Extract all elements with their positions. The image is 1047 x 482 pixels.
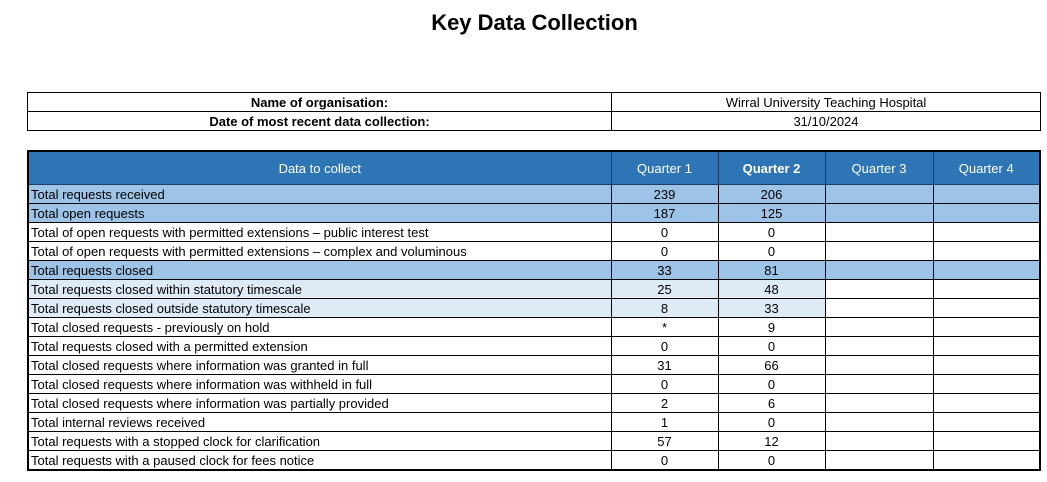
quarter-4-value — [933, 394, 1040, 413]
quarter-1-value: * — [611, 318, 718, 337]
quarter-4-value — [933, 318, 1040, 337]
quarter-1-value: 239 — [611, 185, 718, 204]
organisation-name-row — [28, 93, 1041, 112]
table-header-row — [28, 151, 1040, 185]
row-label: Total closed requests where information was withheld in full — [28, 375, 611, 394]
quarter-1-value: 0 — [611, 375, 718, 394]
quarter-3-value — [825, 413, 933, 432]
quarter-2-value: 206 — [718, 185, 825, 204]
quarter-2-value: 33 — [718, 299, 825, 318]
row-label: Total closed requests where information was partially provided — [28, 394, 611, 413]
quarter-3-value — [825, 375, 933, 394]
quarter-2-value: 0 — [718, 413, 825, 432]
quarter-2-value: 66 — [718, 356, 825, 375]
quarter-3-value — [825, 337, 933, 356]
table-row — [28, 185, 1040, 204]
row-label: Total closed requests - previously on hold — [28, 318, 611, 337]
table-row — [28, 394, 1040, 413]
table-row — [28, 451, 1040, 471]
row-label: Total closed requests where information was granted in full — [28, 356, 611, 375]
row-label: Total requests closed with a permitted extension — [28, 337, 611, 356]
row-label: Total requests with a paused clock for fees notice — [28, 451, 611, 471]
quarter-3-value — [825, 261, 933, 280]
table-row — [28, 318, 1040, 337]
quarter-4-value — [933, 299, 1040, 318]
row-label: Total of open requests with permitted extensions – public interest test — [28, 223, 611, 242]
quarter-4-value — [933, 185, 1040, 204]
table-row — [28, 204, 1040, 223]
header-quarter-1: Quarter 1 — [611, 151, 718, 185]
table-row — [28, 375, 1040, 394]
header-quarter-2: Quarter 2 — [718, 151, 825, 185]
table-row — [28, 356, 1040, 375]
organisation-name-label: Name of organisation: — [28, 93, 612, 112]
quarter-2-value: 6 — [718, 394, 825, 413]
table-row — [28, 223, 1040, 242]
quarter-3-value — [825, 356, 933, 375]
table-row — [28, 261, 1040, 280]
quarter-4-value — [933, 451, 1040, 471]
quarter-1-value: 0 — [611, 242, 718, 261]
row-label: Total requests received — [28, 185, 611, 204]
row-label: Total internal reviews received — [28, 413, 611, 432]
quarter-4-value — [933, 261, 1040, 280]
quarter-4-value — [933, 223, 1040, 242]
quarter-3-value — [825, 318, 933, 337]
quarter-2-value: 0 — [718, 223, 825, 242]
header-data-to-collect: Data to collect — [28, 151, 611, 185]
quarter-3-value — [825, 394, 933, 413]
quarter-4-value — [933, 356, 1040, 375]
table-row — [28, 432, 1040, 451]
key-data-table — [27, 150, 1041, 471]
quarter-2-value: 48 — [718, 280, 825, 299]
quarter-1-value: 0 — [611, 337, 718, 356]
quarter-1-value: 25 — [611, 280, 718, 299]
row-label: Total requests closed outside statutory timescale — [28, 299, 611, 318]
table-row — [28, 280, 1040, 299]
quarter-2-value: 0 — [718, 451, 825, 471]
organisation-name-value: Wirral University Teaching Hospital — [612, 93, 1041, 112]
row-label: Total open requests — [28, 204, 611, 223]
quarter-3-value — [825, 223, 933, 242]
quarter-1-value: 0 — [611, 223, 718, 242]
quarter-4-value — [933, 375, 1040, 394]
header-quarter-3: Quarter 3 — [825, 151, 933, 185]
collection-date-value: 31/10/2024 — [612, 112, 1041, 131]
quarter-1-value: 57 — [611, 432, 718, 451]
quarter-1-value: 2 — [611, 394, 718, 413]
quarter-2-value: 125 — [718, 204, 825, 223]
row-label: Total requests with a stopped clock for clarification — [28, 432, 611, 451]
organisation-info-table — [27, 92, 1041, 131]
table-row — [28, 413, 1040, 432]
quarter-3-value — [825, 242, 933, 261]
quarter-3-value — [825, 451, 933, 471]
quarter-1-value: 0 — [611, 451, 718, 471]
table-body — [28, 185, 1040, 471]
table-row — [28, 242, 1040, 261]
table-row — [28, 337, 1040, 356]
quarter-1-value: 8 — [611, 299, 718, 318]
quarter-4-value — [933, 337, 1040, 356]
quarter-4-value — [933, 432, 1040, 451]
quarter-4-value — [933, 280, 1040, 299]
quarter-2-value: 9 — [718, 318, 825, 337]
quarter-2-value: 0 — [718, 242, 825, 261]
quarter-2-value: 81 — [718, 261, 825, 280]
quarter-1-value: 1 — [611, 413, 718, 432]
header-quarter-4: Quarter 4 — [933, 151, 1040, 185]
quarter-3-value — [825, 299, 933, 318]
page-title: Key Data Collection — [431, 10, 638, 35]
quarter-2-value: 0 — [718, 375, 825, 394]
row-label: Total requests closed — [28, 261, 611, 280]
collection-date-label: Date of most recent data collection: — [28, 112, 612, 131]
quarter-3-value — [825, 185, 933, 204]
table-row — [28, 299, 1040, 318]
quarter-1-value: 31 — [611, 356, 718, 375]
quarter-3-value — [825, 432, 933, 451]
collection-date-row — [28, 112, 1041, 131]
quarter-1-value: 187 — [611, 204, 718, 223]
row-label: Total of open requests with permitted extensions – complex and voluminous — [28, 242, 611, 261]
quarter-3-value — [825, 280, 933, 299]
quarter-2-value: 0 — [718, 337, 825, 356]
row-label: Total requests closed within statutory timescale — [28, 280, 611, 299]
quarter-4-value — [933, 204, 1040, 223]
quarter-3-value — [825, 204, 933, 223]
quarter-2-value: 12 — [718, 432, 825, 451]
quarter-1-value: 33 — [611, 261, 718, 280]
quarter-4-value — [933, 242, 1040, 261]
quarter-4-value — [933, 413, 1040, 432]
